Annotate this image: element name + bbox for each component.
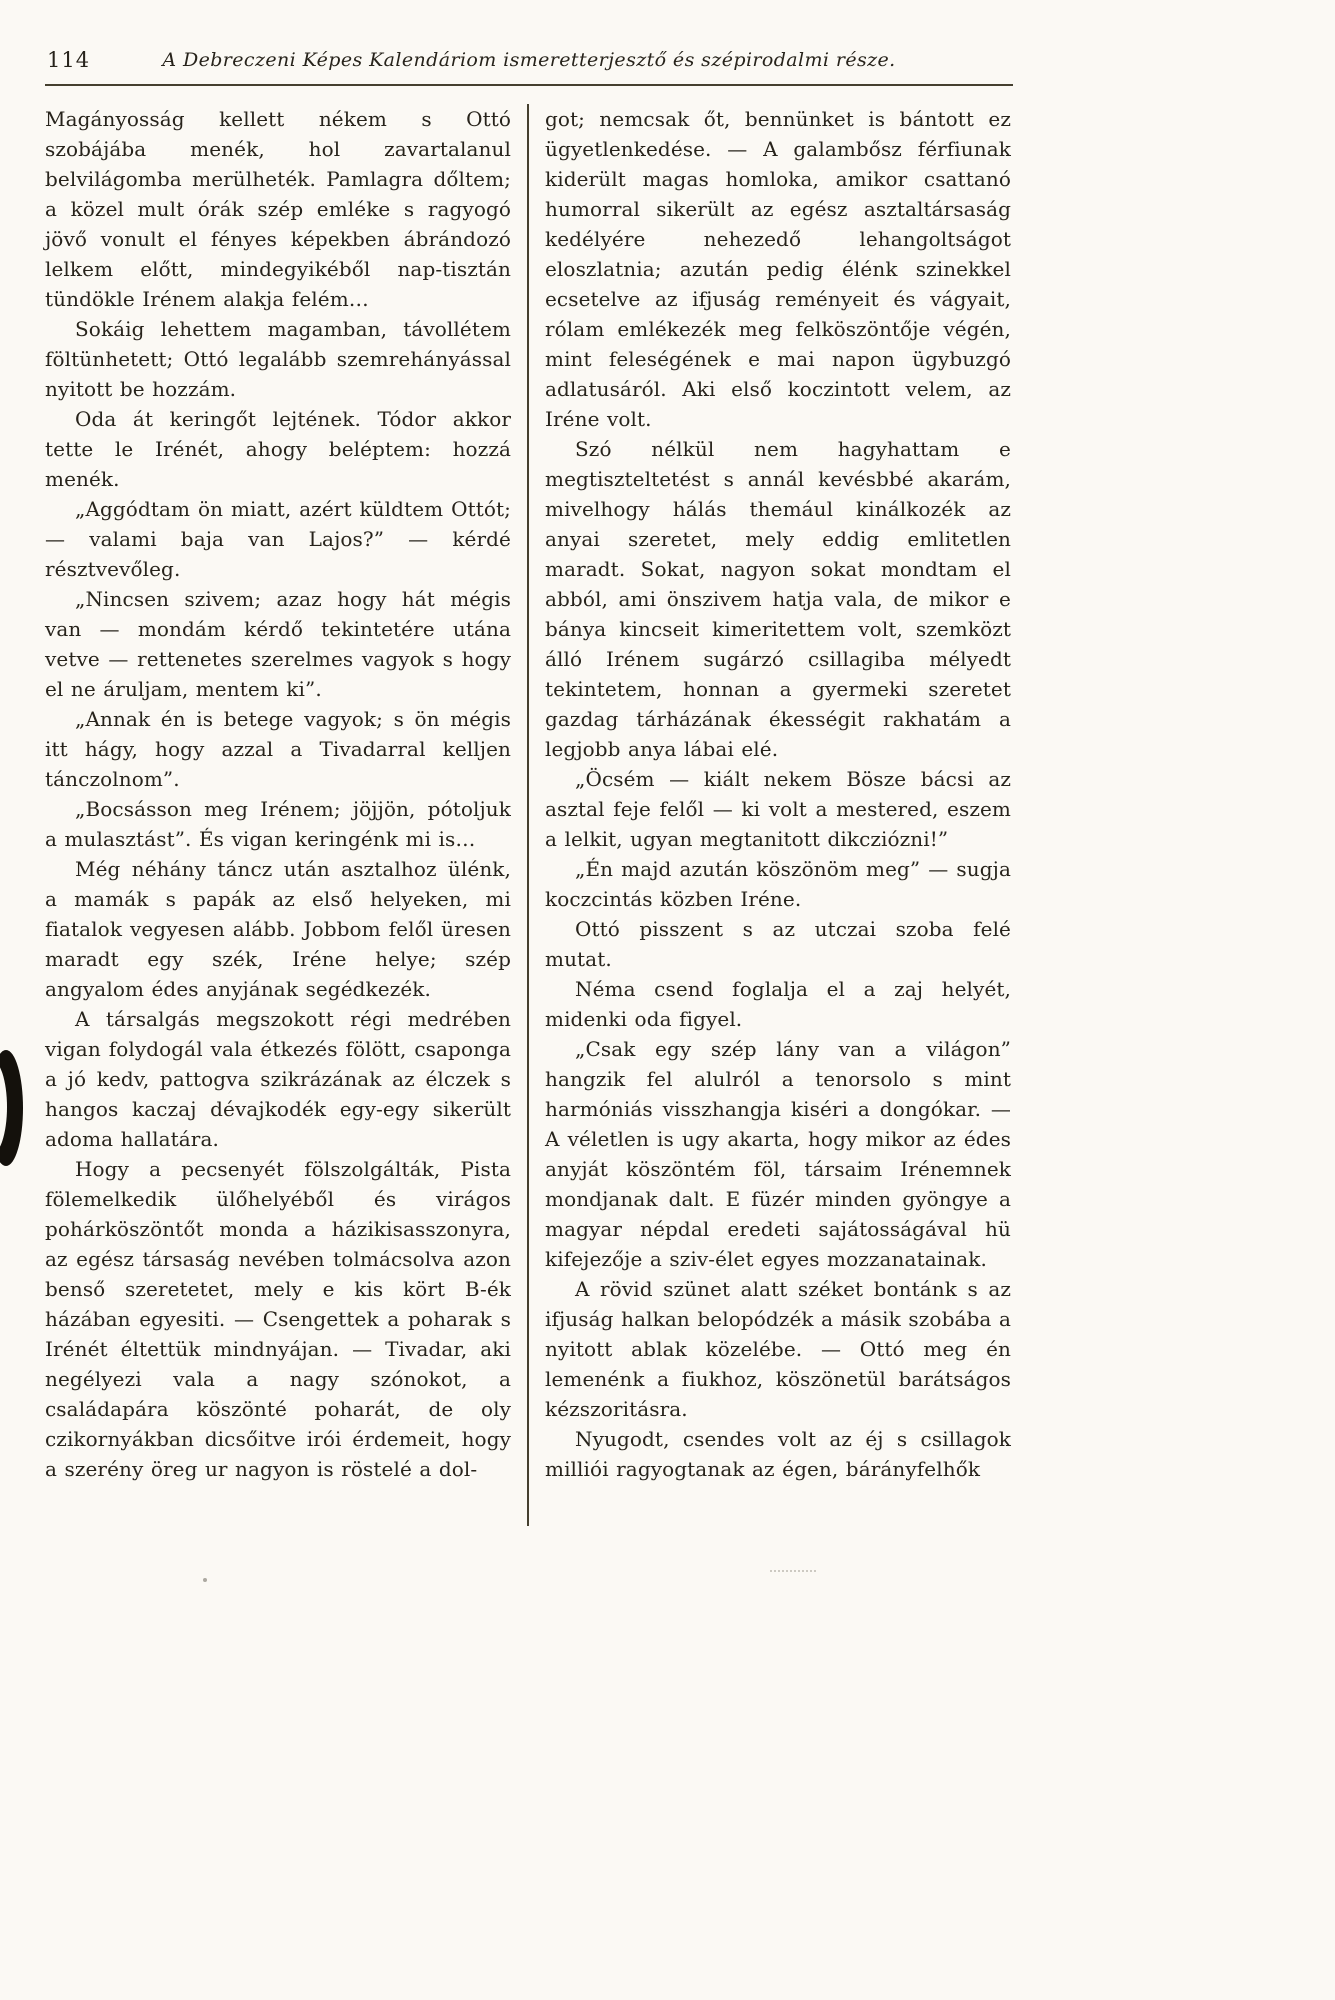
paragraph: „Bocsásson meg Irénem; jöjjön, pótoljuk a mulasztást”. És vigan keringénk mi is… bbox=[45, 797, 511, 851]
paragraph: got; nemcsak őt, bennünket is bántott ez ügyetlenkedése. — A galambősz férfiunak kiderült magas homloka, amikor csattanó humorral sikerült az egész asztaltársaság kedélyére nehezedő lehangoltságot eloszlatnia; azután pedig élénk szinekkel ecsetelve az ifjuság reményeit és vágyait, rólam emlékezék meg felköszöntője végén, mint feleségének e mai napon ügybuzgó adlatusáról. Aki első koczintott velem, az Iréne volt. bbox=[545, 107, 1011, 431]
header-rule bbox=[45, 84, 1013, 86]
running-title: A Debreczeni Képes Kalendáriom ismeretterjesztő és szépirodalmi része. bbox=[162, 49, 896, 71]
ink-blemish bbox=[0, 1050, 23, 1166]
right-column bbox=[545, 104, 1011, 1526]
scan-artifact-dashes bbox=[770, 1570, 816, 1572]
column-divider bbox=[527, 104, 529, 1526]
paragraph: Oda át keringőt lejtének. Tódor akkor tette le Irénét, ahogy beléptem: hozzá menék. bbox=[45, 407, 511, 491]
paragraph: Hogy a pecsenyét fölszolgálták, Pista fölemelkedik ülőhelyéből és virágos pohárköszöntőt monda a házikisasszonyra, az egész társaság nevében tolmácsolva azon benső szeretetet, mely e kis kört B-ék házában egyesiti. — Csengettek a poharak s Irénét éltettük mindnyájan. — Tivadar, aki negélyezi vala a nagy szónokot, a családapára köszönté poharát, de oly czikornyákban dicsőitve irói érdemeit, hogy a szerény öreg ur nagyon is röstelé a dol- bbox=[45, 1157, 511, 1481]
paragraph: A társalgás megszokott régi medrében vigan folydogál vala étkezés fölött, csaponga a jó kedv, pattogva szikrázának az élczek s hangos kaczaj dévajkodék egy-egy sikerült adoma hallatára. bbox=[45, 1007, 511, 1151]
paragraph: Néma csend foglalja el a zaj helyét, midenki oda figyel. bbox=[545, 977, 1011, 1031]
page-content bbox=[45, 46, 1013, 1526]
paragraph: Ottó pisszent s az utczai szoba felé mutat. bbox=[545, 917, 1011, 971]
paragraph: „Annak én is betege vagyok; s ön mégis itt hágy, hogy azzal a Tivadarral kelljen tánczolnom”. bbox=[45, 707, 511, 791]
paragraph: A rövid szünet alatt széket bontánk s az ifjuság halkan belopódzék a másik szobába a nyitott ablak közelébe. — Ottó meg én lemenénk a fiukhoz, köszönetül barátságos kézszoritásra. bbox=[545, 1277, 1011, 1421]
paragraph: Magányosság kellett nékem s Ottó szobájába menék, hol zavartalanul belvilágomba merülheték. Pamlagra dőltem; a közel mult órák szép emléke s ragyogó jövő vonult el fényes képekben ábrándozó lelkem előtt, mindegyikéből nap-tisztán tündökle Irénem alakja felém… bbox=[45, 107, 511, 311]
scan-artifact-dot bbox=[203, 1578, 207, 1582]
left-column bbox=[45, 104, 511, 1526]
paragraph: „Csak egy szép lány van a világon” hangzik fel alulról a tenorsolo s mint harmóniás visszhangja kiséri a dongókar. — A véletlen is ugy akarta, hogy mikor az édes anyját köszöntém föl, társaim Irénemnek mondjanak dalt. E füzér minden gyöngye a magyar népdal eredeti sajátosságával hü kifejezője a sziv-élet egyes mozzanatainak. bbox=[545, 1037, 1011, 1271]
paragraph: „Nincsen szivem; azaz hogy hát mégis van — mondám kérdő tekintetére utána vetve — rettenetes szerelmes vagyok s hogy el ne áruljam, mentem ki”. bbox=[45, 587, 511, 701]
paragraph: Sokáig lehettem magamban, távollétem föltünhetett; Ottó legalább szemrehányással nyitott be hozzám. bbox=[45, 317, 511, 401]
paragraph: „Öcsém — kiált nekem Bösze bácsi az asztal feje felől — ki volt a mestered, eszem a lelkit, ugyan megtanitott dikcziózni!” bbox=[545, 767, 1011, 851]
paragraph: Szó nélkül nem hagyhattam e megtiszteltetést s annál kevésbbé akarám, mivelhogy hálás themául kinálkozék az anyai szeretet, mely eddig emlitetlen maradt. Sokat, nagyon sokat mondtam el abból, ami önszivem hatja vala, de mikor e bánya kincseit kimeritettem volt, szemközt álló Irénem sugárzó csillagiba mélyedt tekintetem, honnan a gyermeki szeretet gazdag tárházának ékességit rakhatám a legjobb anya lábai elé. bbox=[545, 437, 1011, 761]
paragraph: Nyugodt, csendes volt az éj s csillagok milliói ragyogtanak az égen, bárányfelhők bbox=[545, 1427, 1011, 1481]
paragraph: „Aggódtam ön miatt, azért küldtem Ottót; — valami baja van Lajos?” — kérdé résztvevőleg. bbox=[45, 497, 511, 581]
page-number: 114 bbox=[47, 48, 91, 72]
paragraph: „Én majd azután köszönöm meg” — sugja koczcintás közben Iréne. bbox=[545, 857, 1011, 911]
text-columns bbox=[45, 104, 1013, 1526]
page-header bbox=[45, 46, 1013, 80]
paragraph: Még néhány táncz után asztalhoz ülénk, a mamák s papák az első helyeken, mi fiatalok vegyesen alább. Jobbom felől üresen maradt egy szék, Iréne helye; szép angyalom édes anyjának segédkezék. bbox=[45, 857, 511, 1001]
